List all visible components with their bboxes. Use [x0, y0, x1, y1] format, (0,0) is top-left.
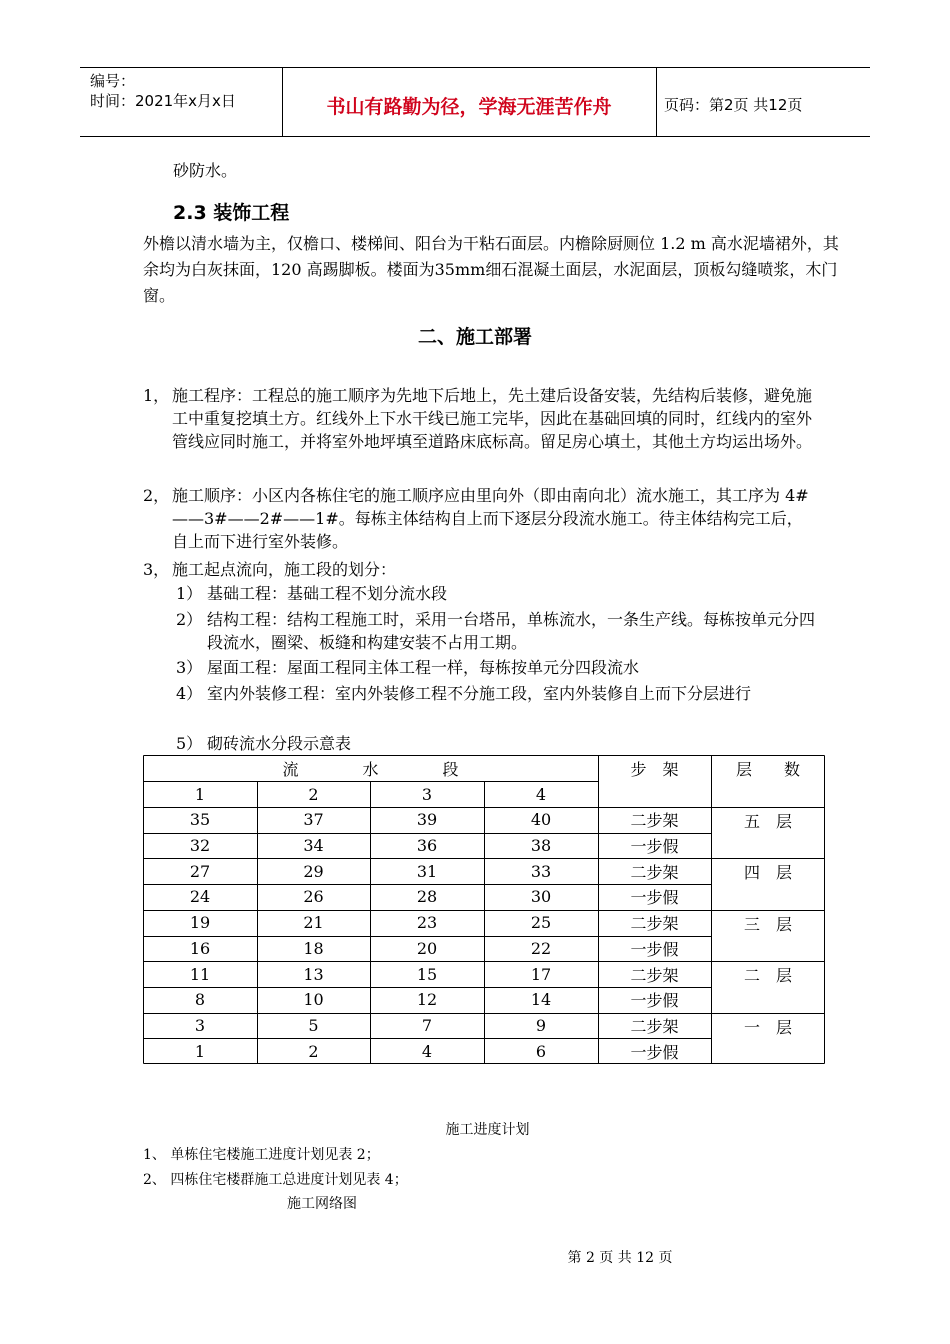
- table-scaffold-cell: 二步架: [630, 1016, 679, 1036]
- table-scaffold-cell: 一步假: [630, 1042, 679, 1062]
- table-cell: 3: [194, 1015, 206, 1035]
- table-cell: 8: [194, 990, 206, 1010]
- table-scaffold-cell: 一步假: [630, 888, 679, 908]
- sub-item-text: 砌砖流水分段示意表: [207, 734, 352, 753]
- section-2-3-body: 外檐以清水墙为主，仅檐口、楼梯间、阳台为干粘石面层。内檐除厨厕位 1.2 m 高水泥墙裙外，其余均为白灰抹面，120 高踢脚板。楼面为35mm细石混凝土面层，水泥面层，顶板勾缝喷浆，木门窗。: [143, 234, 839, 305]
- sub-item-number: 2）: [176, 610, 203, 629]
- table-cell: 26: [303, 887, 324, 907]
- table-cell: 21: [303, 913, 324, 933]
- page-footer: 第 2 页 共 12 页: [567, 1250, 673, 1266]
- table-scaffold-cell: 二步架: [630, 862, 679, 882]
- header-number: 编号：: [90, 72, 136, 90]
- sub-item-text: 基础工程：基础工程不划分流水段: [207, 584, 448, 603]
- table-cell: 4: [421, 1041, 433, 1061]
- table-segment-number: 3: [421, 784, 433, 804]
- table-segment-number: 1: [194, 784, 206, 804]
- table-header-scaffold: 步 架: [630, 760, 679, 779]
- table-cell: 19: [189, 913, 211, 933]
- table-cell: 24: [189, 887, 211, 907]
- table-cell: 33: [530, 861, 552, 881]
- table-cell: 5: [308, 1015, 319, 1035]
- table-segment-number: 2: [308, 784, 319, 804]
- text-fragment: 砂防水。: [173, 161, 238, 180]
- table-floor-cell: 二 层: [743, 966, 792, 986]
- table-cell: 27: [189, 861, 211, 881]
- network-diagram-label: 施工网络图: [287, 1196, 357, 1212]
- sub-item: [176, 732, 816, 756]
- sub-item-text: 结构工程：结构工程施工时，采用一台塔吊，单栋流水，一条生产线。每栋按单元分四段流水，圈梁、板缝和构建安装不占用工期。: [207, 610, 816, 652]
- sub-item-text: 室内外装修工程：室内外装修工程不分施工段，室内外装修自上而下分层进行: [207, 684, 752, 703]
- table-cell: 10: [303, 990, 324, 1010]
- item-text: 施工起点流向，施工段的划分：: [172, 560, 397, 579]
- table-floor-cell: 四 层: [743, 863, 792, 883]
- table-floor-cell: 五 层: [743, 812, 792, 831]
- table-cell: 23: [416, 913, 438, 933]
- table-cell: 40: [530, 810, 552, 830]
- list-item: [143, 384, 813, 484]
- table-cell: 6: [535, 1041, 547, 1061]
- sub-item: [176, 582, 816, 606]
- table-cell: 2: [308, 1041, 319, 1061]
- table-cell: 7: [421, 1015, 433, 1035]
- table-scaffold-cell: 二步架: [630, 811, 679, 831]
- schedule-item: 2、 四栋住宅楼群施工总进度计划见表 4；: [143, 1172, 408, 1188]
- table-header-floors: 层 数: [735, 760, 800, 779]
- header-meta: [90, 71, 236, 111]
- table-floor-cell: 一 层: [743, 1017, 792, 1037]
- table-scaffold-cell: 一步假: [630, 837, 679, 857]
- item-text: 施工顺序：小区内各栋住宅的施工顺序应由里向外（即由南向北）流水施工，其工序为 4#——3#——2#——1#。每栋主体结构自上而下逐层分段流水施工。待主体结构完工后，自上而下进行室外装修。: [172, 486, 809, 551]
- header-time: 时间：2021年x月x日: [90, 92, 236, 110]
- table-segment-number: 4: [535, 784, 547, 804]
- header-motto: 书山有路勤为径，学海无涯苦作舟: [326, 96, 612, 118]
- table-cell: 38: [530, 836, 552, 856]
- header-divider: [656, 68, 657, 136]
- list-item: [143, 484, 813, 556]
- sub-item-number: 4）: [176, 684, 203, 703]
- sub-item-text: 屋面工程：屋面工程同主体工程一样，每栋按单元分四段流水: [207, 658, 640, 677]
- table-cell: 35: [189, 810, 211, 830]
- item-text: 施工程序：工程总的施工顺序为先地下后地上，先土建后设备安装，先结构后装修，避免施工中重复挖填土方。红线外上下水干线已施工完毕，因此在基础回填的同时，红线内的室外管线应同时施工，并将室外地坪填至道路床底标高。留足房心填土，其他土方均运出场外。: [172, 386, 813, 451]
- page-header: [80, 67, 870, 137]
- sub-item-number: 5）: [176, 734, 203, 753]
- sub-item-number: 1）: [176, 584, 203, 603]
- table-cell: 36: [416, 836, 438, 856]
- sub-item-number: 3）: [176, 658, 203, 677]
- table-cell: 15: [416, 964, 438, 984]
- table-cell: 11: [189, 964, 211, 984]
- item-number: 1，: [143, 386, 170, 405]
- schedule-item: 1、 单栋住宅楼施工进度计划见表 2；: [143, 1147, 380, 1163]
- table-cell: 9: [535, 1015, 547, 1035]
- table-cell: 13: [303, 964, 324, 984]
- table-cell: 17: [530, 964, 552, 984]
- table-scaffold-cell: 二步架: [630, 914, 679, 934]
- table-cell: 31: [416, 861, 438, 881]
- table-header-flow-segment: 流 水 段: [282, 759, 459, 779]
- table-cell: 25: [530, 913, 552, 933]
- table-cell: 32: [189, 836, 211, 856]
- table-cell: 29: [303, 861, 324, 881]
- table-floor-cell: 三 层: [743, 914, 792, 934]
- section-2-3-title: 2.3 装饰工程: [173, 202, 290, 224]
- table-scaffold-cell: 一步假: [630, 939, 679, 959]
- sub-item: [176, 682, 816, 730]
- item-number: 2，: [143, 486, 170, 505]
- sub-item: [176, 608, 816, 656]
- table-cell: 37: [303, 810, 324, 830]
- schedule-title: 施工进度计划: [445, 1122, 530, 1138]
- sub-item: [176, 656, 816, 680]
- table-cell: 34: [303, 836, 324, 856]
- table-cell: 28: [416, 887, 438, 907]
- table-cell: 30: [530, 887, 552, 907]
- table-scaffold-cell: 一步假: [630, 991, 679, 1011]
- table-scaffold-cell: 二步架: [630, 965, 679, 985]
- table-cell: 16: [189, 938, 211, 958]
- table-cell: 22: [530, 938, 552, 958]
- table-cell: 39: [416, 810, 438, 830]
- table-cell: 12: [416, 990, 438, 1010]
- header-page-info: 页码：第2页 共12页: [664, 96, 803, 114]
- masonry-flow-table: [143, 755, 825, 1064]
- section-2-title: 二、施工部署: [417, 326, 532, 348]
- table-cell: 1: [194, 1041, 206, 1061]
- item-number: 3，: [143, 560, 170, 579]
- table-cell: 14: [530, 990, 552, 1010]
- list-item: [143, 558, 813, 582]
- table-cell: 20: [416, 938, 438, 958]
- table-cell: 18: [303, 938, 324, 958]
